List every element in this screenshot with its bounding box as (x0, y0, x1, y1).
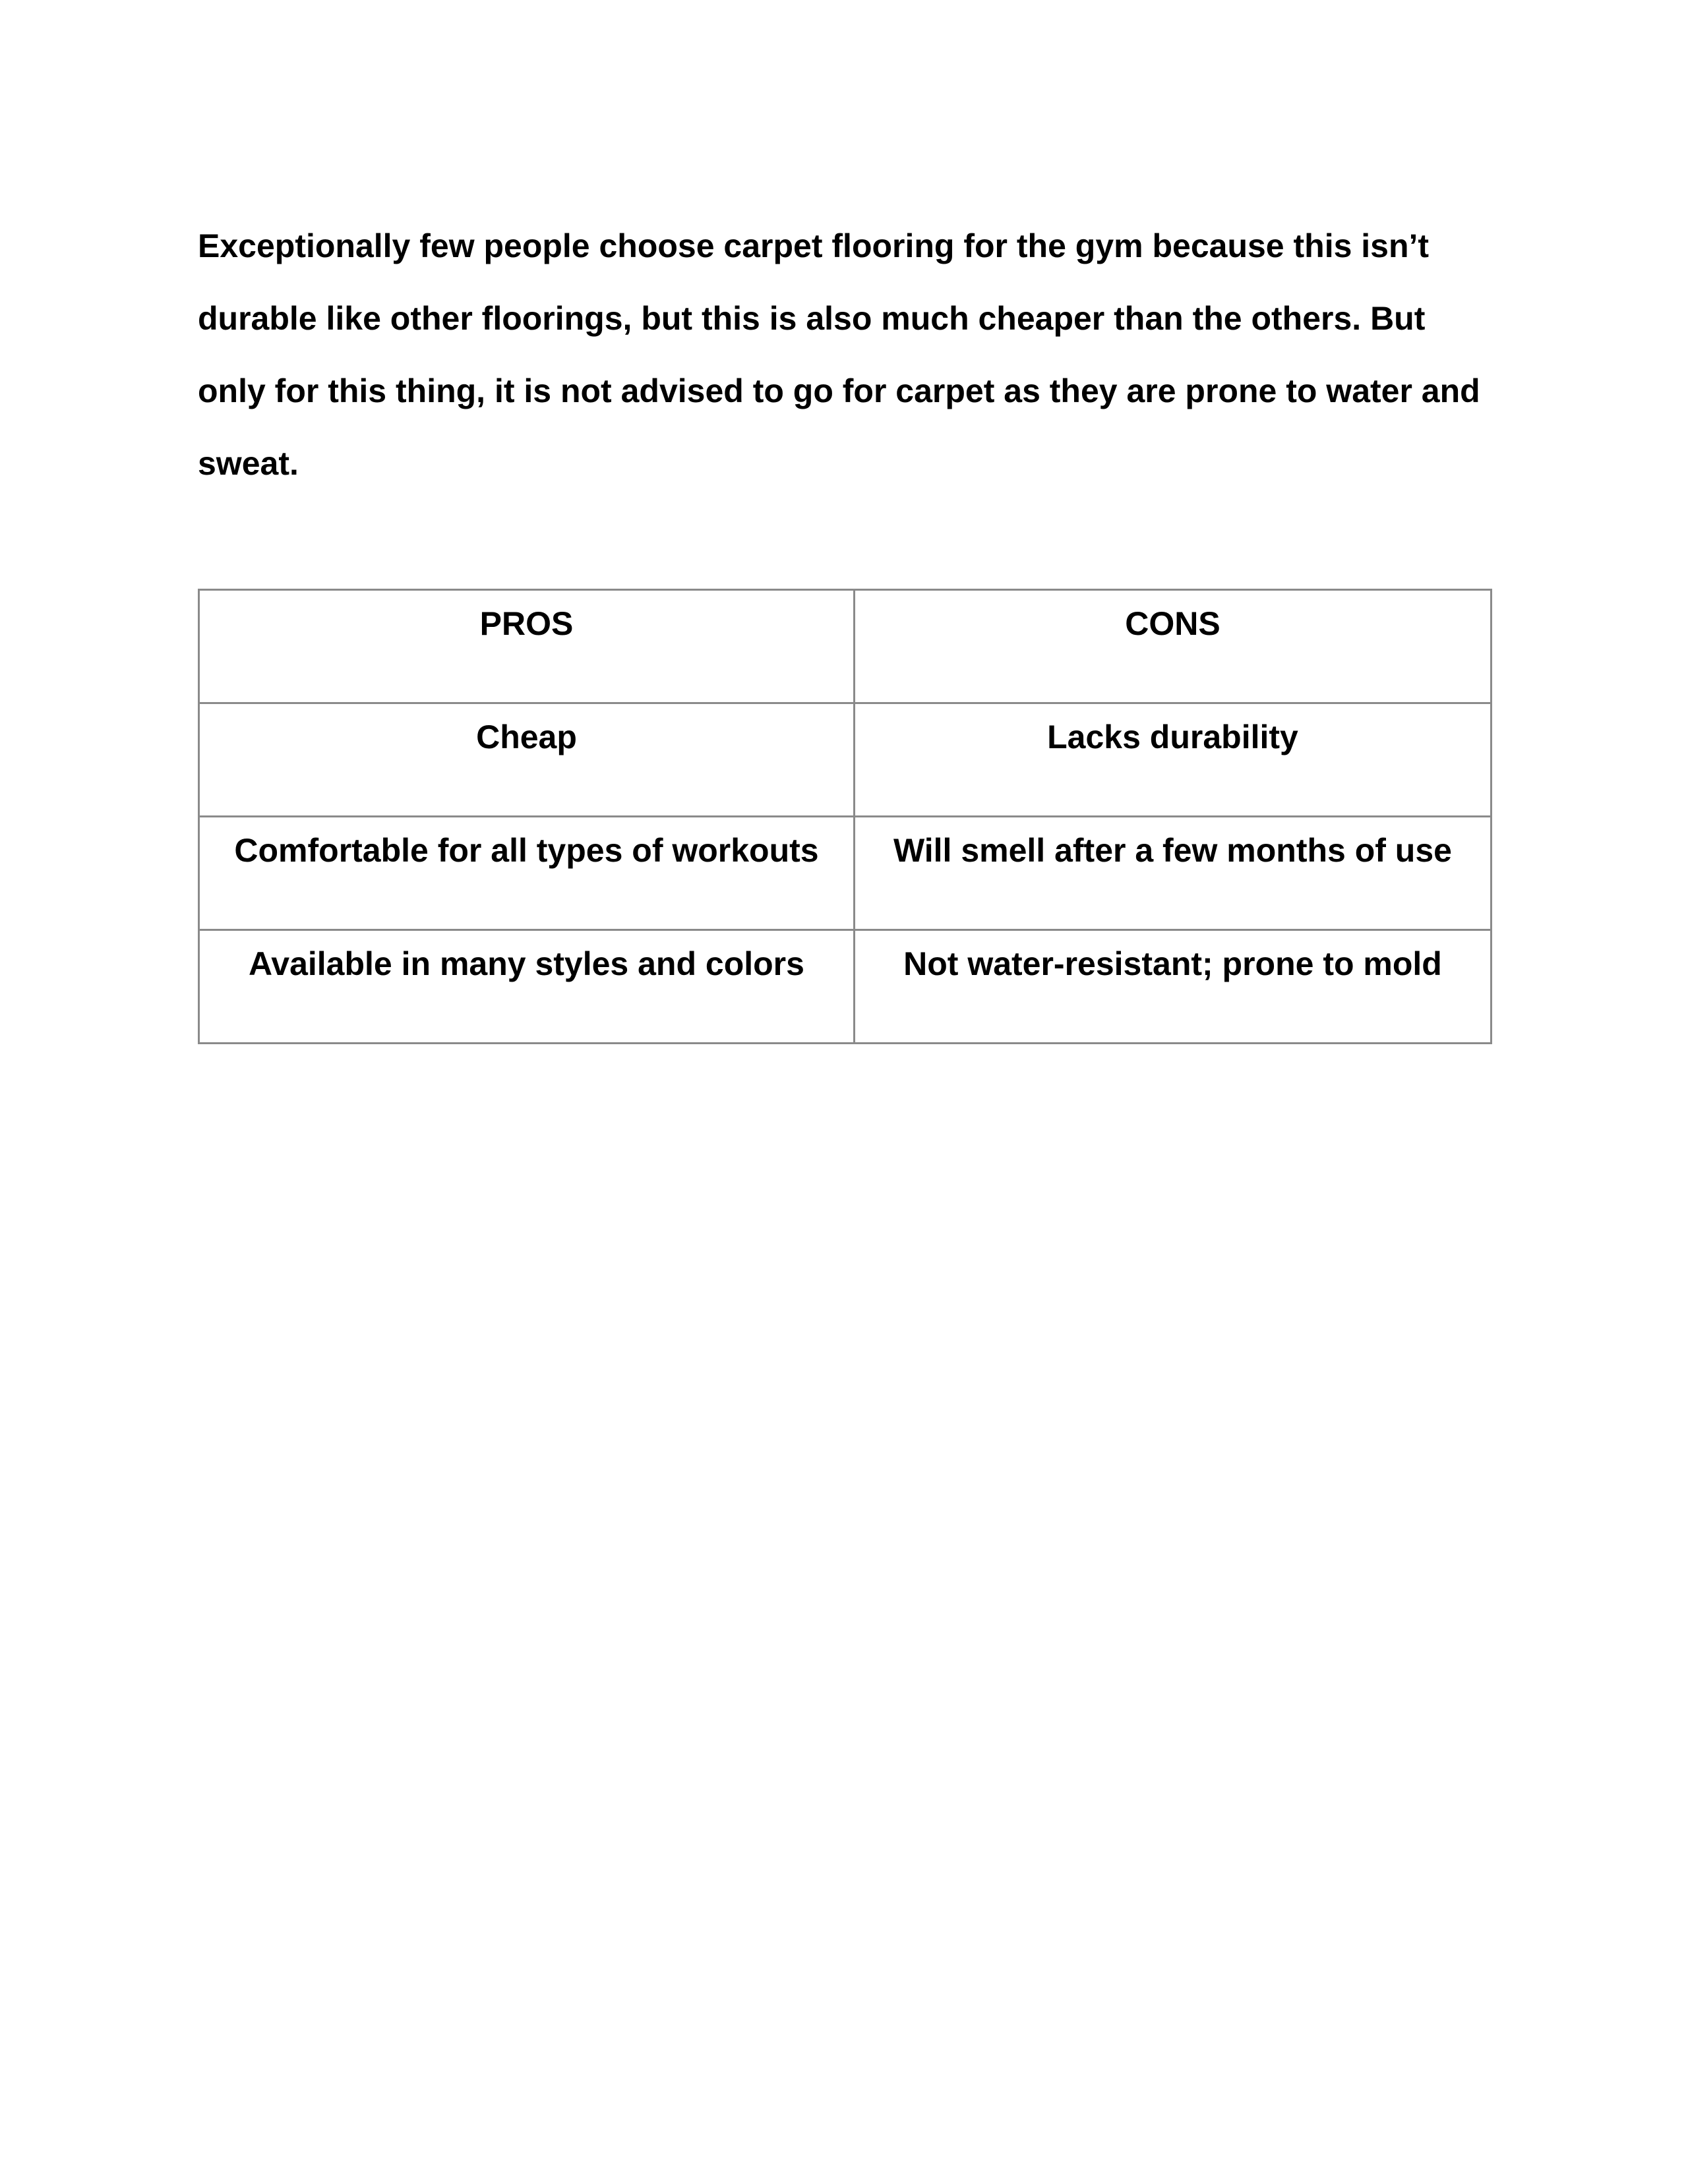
pro-cell: Available in many styles and colors (199, 930, 855, 1044)
cons-header: CONS (855, 590, 1492, 703)
table-header-row (199, 590, 1492, 703)
pro-cell: Comfortable for all types of workouts (199, 817, 855, 930)
body-paragraph: Exceptionally few people choose carpet flooring for the gym because this isn’t durable like other floorings, but this is also much cheaper than the others. But only for this thing, it is not advised to go for carpet as they are prone to water and sweat. (198, 227, 1480, 482)
con-cell: Not water-resistant; prone to mold (855, 930, 1492, 1044)
con-cell: Lacks durability (855, 703, 1492, 817)
table-row (199, 817, 1492, 930)
pro-cell: Cheap (199, 703, 855, 817)
con-cell: Will smell after a few months of use (855, 817, 1492, 930)
table-row (199, 930, 1492, 1044)
pros-header: PROS (199, 590, 855, 703)
pros-cons-table (198, 589, 1492, 1044)
table-row (199, 703, 1492, 817)
